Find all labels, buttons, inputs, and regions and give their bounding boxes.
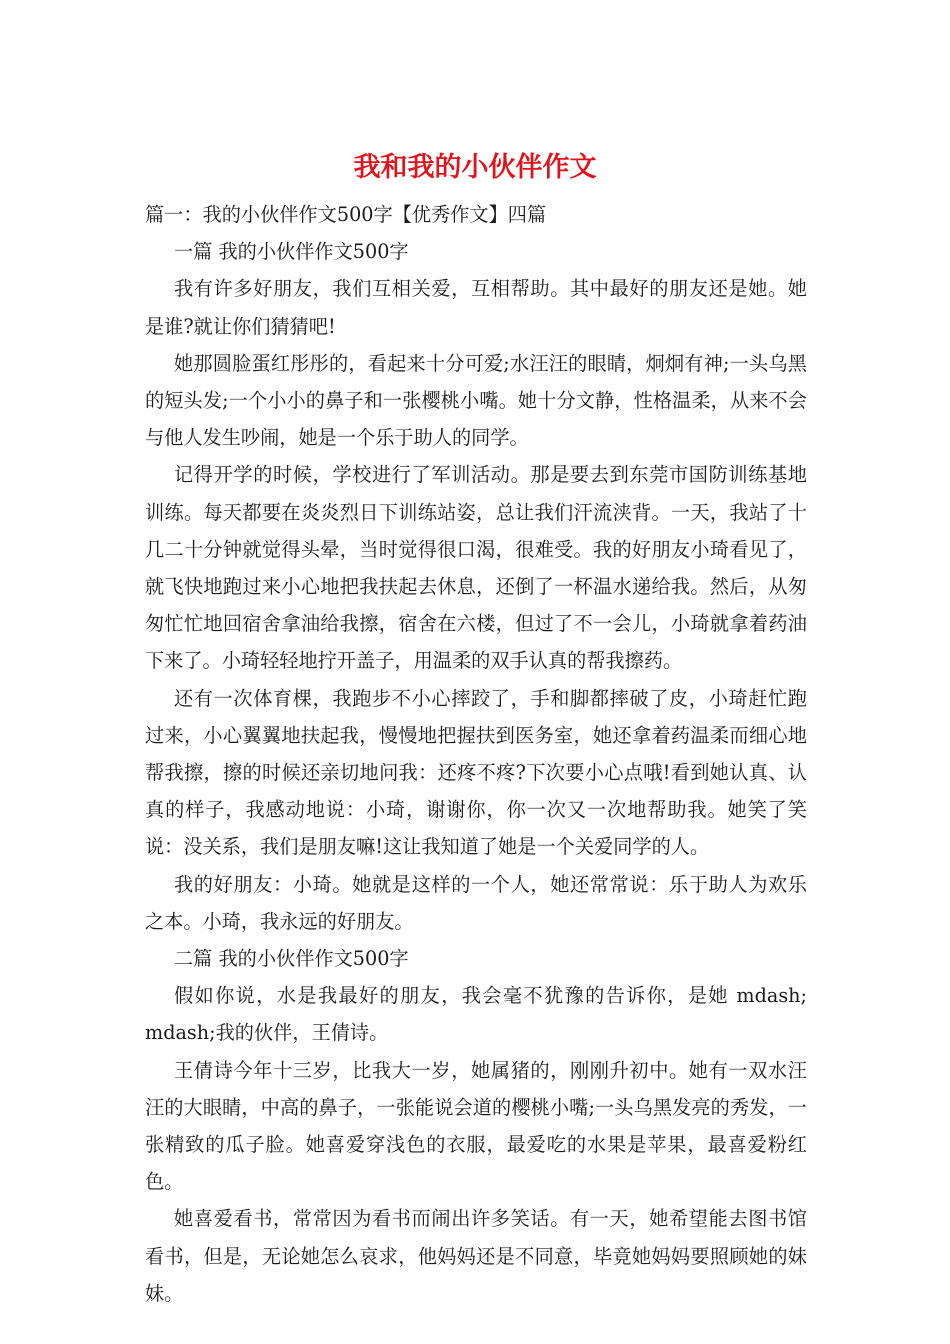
paragraph: 记得开学的时候，学校进行了军训活动。那是要去到东莞市国防训练基地训练。每天都要在炎炎烈日下训练站姿，总让我们汗流浃背。一天，我站了十几二十分钟就觉得头晕，当时觉得很口渴，很难受。我的好朋友小琦看见了，就飞快地跑过来小心地把我扶起去休息，还倒了一杯温水递给我。然后，从匆匆忙忙地回宿舍拿油给我擦，宿舍在六楼，但过了不一会儿，小琦就拿着药油下来了。小琦轻轻地拧开盖子，用温柔的双手认真的帮我擦药。 — [145, 463, 807, 673]
paragraph: 王倩诗今年十三岁，比我大一岁，她属猪的，刚刚升初中。她有一双水汪汪的大眼睛，中高的鼻子，一张能说会道的樱桃小嘴;一头乌黑发亮的秀发，一张精致的瓜子脸。她喜爱穿浅色的衣服，最爱吃的水果是苹果，最喜爱粉红色。 — [145, 1058, 807, 1194]
paragraph: 她喜爱看书，常常因为看书而闹出许多笑话。有一天，她希望能去图书馆看书，但是，无论她怎么哀求，他妈妈还是不同意，毕竟她妈妈要照顾她的妹妹。 — [145, 1207, 807, 1305]
paragraph: 我的好朋友：小琦。她就是这样的一个人，她还常常说：乐于助人为欢乐之本。小琦，我永远的好朋友。 — [145, 872, 807, 933]
section-heading: 一篇 我的小伙伴作文500字 — [174, 240, 409, 264]
article-heading: 篇一：我的小伙伴作文500字【优秀作文】四篇 — [145, 203, 547, 226]
document-body — [145, 196, 807, 1312]
section-heading: 二篇 我的小伙伴作文500字 — [174, 947, 409, 971]
paragraph: 还有一次体育棵，我跑步不小心摔跤了，手和脚都摔破了皮，小琦赶忙跑过来，小心翼翼地扶起我，慢慢地把握扶到医务室，她还拿着药温柔而细心地帮我擦，擦的时候还亲切地问我：还疼不疼?下次要小心点哦!看到她认真、认真的样子，我感动地说：小琦，谢谢你，你一次又一次地帮助我。她笑了笑说：没关系，我们是朋友嘛!这让我知道了她是一个关爱同学的人。 — [145, 686, 807, 859]
document-title: 我和我的小伙伴作文 — [353, 152, 597, 183]
paragraph: 她那圆脸蛋红彤彤的，看起来十分可爱;水汪汪的眼睛，炯炯有神;一头乌黑的短头发;一个小小的鼻子和一张樱桃小嘴。她十分文静，性格温柔，从来不会与他人发生吵闹，她是一个乐于助人的同学。 — [145, 351, 807, 450]
paragraph: 假如你说，水是我最好的朋友，我会毫不犹豫的告诉你，是她 mdash; mdash;我的伙伴，王倩诗。 — [145, 984, 807, 1045]
paragraph: 我有许多好朋友，我们互相关爱，互相帮助。其中最好的朋友还是她。她是谁?就让你们猜猜吧! — [145, 277, 807, 338]
